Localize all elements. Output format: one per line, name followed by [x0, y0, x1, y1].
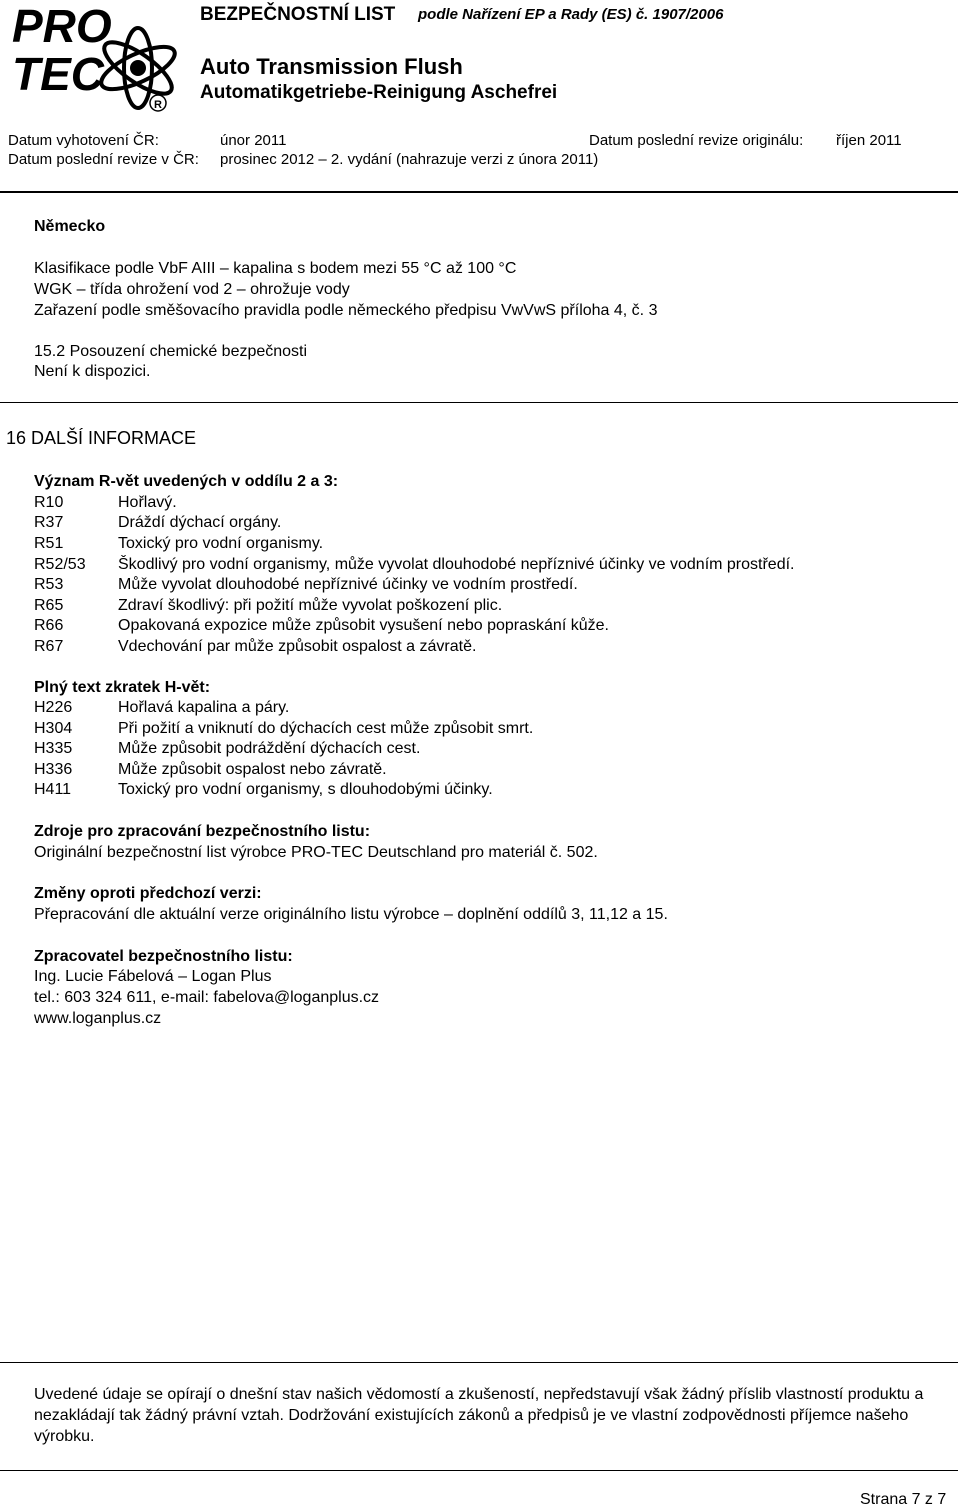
h-phrase-code: H336	[34, 761, 73, 778]
r-phrase-text: Zdraví škodlivý: při požití může vyvolat poškození plic.	[118, 597, 503, 614]
r-phrase-code: R66	[34, 617, 64, 634]
r-phrase-text: Vdechování par může způsobit ospalost a závratě.	[118, 638, 477, 655]
h-phrase-code: H335	[34, 740, 73, 757]
changes-text: Přepracování dle aktuální verze originálního listu výrobce – doplnění oddílů 3, 11,12 a 15.	[34, 906, 668, 923]
footer-disclaimer: Uvedené údaje se opírají o dnešní stav našich vědomostí a zkušeností, nepředstavují však žádný příslib vlastností produktu a nezakládají tak žádný právní vztah. Dodržování existujících zákonů a předpisů je ve vlastní zodpovědnosti příjemce našeho výrobku.	[34, 1386, 924, 1445]
changes-heading: Změny oproti předchozí verzi:	[34, 885, 262, 902]
germany-heading: Německo	[34, 218, 106, 235]
date-created-value: únor 2011	[220, 132, 287, 149]
r-phrase-code: R65	[34, 597, 64, 614]
r-phrase-code: R67	[34, 638, 64, 655]
r-phrase-code: R37	[34, 514, 64, 531]
r-phrase-code: R10	[34, 494, 64, 511]
footer-bottom-divider	[0, 1470, 958, 1471]
r-phrase-text: Opakovaná expozice může způsobit vysušení nebo popraskání kůže.	[118, 617, 609, 634]
svg-text:R: R	[154, 99, 162, 111]
footer-top-divider	[0, 1362, 958, 1363]
page-number: Strana 7 z 7	[860, 1491, 947, 1508]
sources-heading: Zdroje pro zpracování bezpečnostního listu:	[34, 823, 371, 840]
author-heading: Zpracovatel bezpečnostního listu:	[34, 948, 293, 965]
document-subtitle: podle Nařízení EP a Rady (ES) č. 1907/2006	[418, 6, 724, 23]
h-phrase-text: Při požití a vniknutí do dýchacích cest může způsobit smrt.	[118, 720, 534, 737]
pro-tec-logo	[8, 2, 198, 114]
h-phrases-heading: Plný text zkratek H-vět:	[34, 679, 211, 696]
germany-line: Klasifikace podle VbF AIII – kapalina s bodem mezi 55 °C až 100 °C	[34, 260, 517, 277]
date-cz-revision-label: Datum poslední revize v ČR:	[8, 151, 199, 168]
h-phrase-text: Může způsobit ospalost nebo závratě.	[118, 761, 387, 778]
svg-text:TEC: TEC	[12, 48, 104, 100]
h-phrase-text: Může způsobit podráždění dýchacích cest.	[118, 740, 421, 757]
h-phrase-text: Toxický pro vodní organismy, s dlouhodobými účinky.	[118, 781, 493, 798]
r-phrase-text: Dráždí dýchací orgány.	[118, 514, 282, 531]
r-phrase-text: Hořlavý.	[118, 494, 177, 511]
date-cz-revision-value: prosinec 2012 – 2. vydání (nahrazuje verzi z února 2011)	[220, 151, 599, 168]
r-phrases-heading: Význam R-vět uvedených v oddílu 2 a 3:	[34, 473, 339, 490]
svg-text:PRO: PRO	[12, 2, 112, 52]
document-title: BEZPEČNOSTNÍ LIST	[200, 4, 396, 25]
h-phrase-code: H226	[34, 699, 73, 716]
germany-line: Zařazení podle směšovacího pravidla podle německého předpisu VwVwS příloha 4, č. 3	[34, 302, 658, 319]
date-created-label: Datum vyhotovení ČR:	[8, 132, 159, 149]
h-phrase-text: Hořlavá kapalina a páry.	[118, 699, 290, 716]
product-subname: Automatikgetriebe-Reinigung Aschefrei	[200, 82, 558, 103]
author-contact: tel.: 603 324 611, e-mail: fabelova@loganplus.cz	[34, 989, 380, 1006]
r-phrase-code: R51	[34, 535, 64, 552]
header-divider	[0, 191, 958, 193]
r-phrase-text: Toxický pro vodní organismy.	[118, 535, 324, 552]
date-orig-revision-label: Datum poslední revize originálu:	[589, 132, 804, 149]
section-divider	[0, 402, 958, 403]
r-phrase-code: R53	[34, 576, 64, 593]
r-phrase-code: R52/53	[34, 556, 86, 573]
author-name: Ing. Lucie Fábelová – Logan Plus	[34, 968, 272, 985]
h-phrase-code: H304	[34, 720, 73, 737]
date-orig-revision-value: říjen 2011	[836, 132, 902, 149]
r-phrase-text: Může vyvolat dlouhodobé nepříznivé účinky ve vodním prostředí.	[118, 576, 578, 593]
h-phrase-code: H411	[34, 781, 72, 798]
germany-line: WGK – třída ohrožení vod 2 – ohrožuje vody	[34, 281, 350, 298]
section-16-title: 16 DALŠÍ INFORMACE	[6, 428, 197, 448]
product-name: Auto Transmission Flush	[200, 54, 463, 79]
section-15-2-text: Není k dispozici.	[34, 363, 151, 380]
author-website: www.loganplus.cz	[34, 1010, 162, 1027]
r-phrase-text: Škodlivý pro vodní organismy, může vyvolat dlouhodobé nepříznivé účinky ve vodním prostředí.	[118, 556, 795, 573]
section-15-2-title: 15.2 Posouzení chemické bezpečnosti	[34, 343, 308, 360]
sources-text: Originální bezpečnostní list výrobce PRO-TEC Deutschland pro materiál č. 502.	[34, 844, 598, 861]
